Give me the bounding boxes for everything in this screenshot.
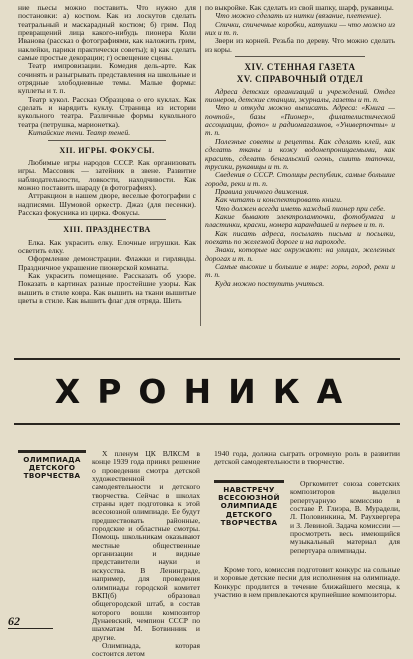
section-rule — [48, 219, 166, 220]
article-label — [18, 450, 86, 481]
section-heading: XIII. ПРАЗДНЕСТВА — [63, 225, 151, 235]
paragraph: Как украсить помещение. Рассказать об узоре. Показать в картинах разные простейшие узоры. Как вышить в стиле ковра. Как вышить на ткани вышитые цветы в стиле. Как вышить флаг для отряда. Шить — [18, 270, 196, 305]
paragraph: Какие бывают электролампочки, фотобумага и пластинки, краски, номера карандашей и перьев и т. п. — [205, 211, 395, 230]
paragraph: Полезные советы и рецепты. Как сделать клей, как сделать тканы и кожу водонепроницаемыми, как красить, сделать бенгальский огонь, сшить тапочки, трусики, рукавицы и т. п. — [205, 136, 395, 171]
chronicle-banner — [14, 362, 400, 420]
banner-title: ХРОНИКА — [54, 371, 360, 411]
paragraph: Адреса детских организаций и учреждений. Отдел пионеров, детские станции, журналы, газеты и т. п. — [205, 86, 395, 105]
label-bar — [18, 450, 86, 453]
paragraph: Китайские тени. Театр теней. — [28, 128, 131, 138]
paragraph: X пленум ЦК ВЛКСМ в конце 1939 года принял решение о проведении смотра детской художественной самодеятельности и детского творчества. Сейчас в школах страны идет подготовка к этой всесоюзной олимпиаде. Ее будут предшествовать районные, городские и областные смотры. Помощь школьникам оказывают местные общественные организации и видные представители науки и искусства. В Ленинграде, например, для проведения олимпиады городской комитет ВКП(б) образовал общегородской штаб, в состав которого вошли композитор Дунаевский, чемпион СССР по шахматам М. Ботвинник и другие. — [92, 449, 200, 642]
paragraph: 1940 года, должна сыграть огромную роль в развитии детской самодеятельности в творчестве. — [214, 449, 400, 467]
label-bar — [214, 480, 284, 483]
page-number: 62 — [8, 614, 20, 628]
column-divider — [200, 6, 201, 326]
paragraph: Олимпиада, которая состоится летом — [92, 640, 200, 659]
right-text-column — [205, 4, 395, 288]
article-label-text: ОЛИМПИАДА ДЕТСКОГО ТВОРЧЕСТВА — [23, 455, 81, 481]
article-body — [290, 480, 400, 555]
paragraph: Куда можно поступить учиться. — [215, 278, 325, 288]
paragraph: Как читать и конспектировать книги. — [215, 195, 342, 205]
paragraph: Любимые игры народов СССР. Как организовать игры. Массовик — затейник в звене. Развитие наблюдательности, ловкости, находчивости. Как можно поставить шараду (в фотографиях). — [18, 157, 196, 192]
paragraph: Оформление демонстрации. Флажки и гирлянды. Праздничное украшение пионерской комнаты. — [18, 254, 196, 272]
banner-top-rule — [14, 358, 400, 360]
article-body — [92, 450, 200, 659]
paragraph: Правила уличного движения. — [215, 186, 309, 196]
article-label-text: НАВСТРЕЧУ ВСЕСОЮЗНОЙ ОЛИМПИАДЕ ДЕТСКОГО ТВОРЧЕСТВА — [218, 485, 280, 527]
paragraph: Театр кукол. Рассказ Образцова о его куклах. Как сделать и нарядить куклу. Страница из истории кукольного театра. Различные формы кукольного театра (петрушка, марионетка). — [18, 94, 196, 129]
article-body-continued — [214, 450, 400, 467]
paragraph: Что и откуда можно выписать. Адреса: «Книга — почтой», базы «Пионер», филателистической ассоциации, фото» и радиомагазинов, «Универпочты» и т. п. — [205, 103, 395, 138]
left-text-column — [18, 4, 196, 305]
paragraph: Елка. Как украсить елку. Елочные игрушки. Как осветить елку. — [18, 237, 196, 255]
paragraph: Сведения о СССР. Столицы республик, самые большие города, реки и т. п. — [205, 170, 395, 188]
paragraph: Как писать адреса, посылать письма и посылки, поехать по железной дороге и на пароходе. — [205, 228, 395, 246]
article-label — [214, 480, 284, 527]
section-heading: XV. СПРАВОЧНЫЙ ОТДЕЛ — [236, 74, 364, 85]
paragraph: Самые высокие и большие в мире: горы, город, реки и т. п. — [205, 261, 395, 280]
paragraph: Оргкомитет союза советских композиторов выделил репертуарную комиссию в составе Р. Глиэра, В. Мурадели, Л. Половинкина, М. Раухвергера и З. Левиной. Задача комиссии — просмотреть весь имеющийся музыкальный материал для репертуара олимпиады. — [290, 479, 400, 555]
article-body — [214, 566, 400, 599]
paragraph: ние пьесы можно поставить. Что нужно для постановки: а) костюм. Как из лоскутов сделать театральный и маскарадный костюм; б) грим. Под превращений лица какого-нибудь пионера Коли Иванова (рассказ о фотографиями, как наложить грим, наклейки, парики практически советы); в) как сделать самые простые декорации; г) освещение сцены. — [18, 3, 196, 63]
paragraph: Аттракцион в нашем дворе, веселые фотографии с надписями. Шумовой оркестр. Джаз (для песенки). Рассказ фокусника из цирка. Фокусы. — [18, 191, 196, 217]
paragraph: Спички, спичечные коробки, катушки — что можно из них и т. п. — [205, 19, 395, 38]
section-heading: XII. ИГРЫ. ФОКУСЫ. — [59, 145, 155, 155]
paragraph: Звери из корней. Резьба по дереву. Что можно сделать из коры. — [205, 36, 395, 54]
paragraph: Знаки, которые нас окружают: на улицах, железных дорогах и т. п. — [205, 245, 395, 263]
page-number-rule — [8, 628, 53, 629]
banner-bottom-rule — [14, 423, 400, 425]
section-rule — [48, 140, 166, 141]
paragraph: Что можно сделать из нитки (вязание, плетение). — [215, 11, 382, 21]
section-heading: XIV. СТЕННАЯ ГАЗЕТА — [244, 62, 356, 73]
paragraph: Театр импровизации. Комедия дель-арте. Как сочинять и разыгрывать представления на школьные и отрядные злободневные темы. Малые формы: куплеты и т. п. — [18, 61, 196, 96]
paragraph: по выкройке. Как сделать из свой шапку, шарф, рукавицы. — [205, 3, 394, 12]
paragraph: Что должен всегда иметь каждый пионер при себе. — [215, 203, 386, 213]
section-rule — [235, 56, 365, 57]
paragraph: Кроме того, комиссия подготовит конкурс на сольные и хоровые детские песни для исполнения на олимпиаде. Конкурс продлится в течение ближайшего месяца, к участию в нем привлекаются крупнейшие композиторы. — [214, 565, 400, 600]
